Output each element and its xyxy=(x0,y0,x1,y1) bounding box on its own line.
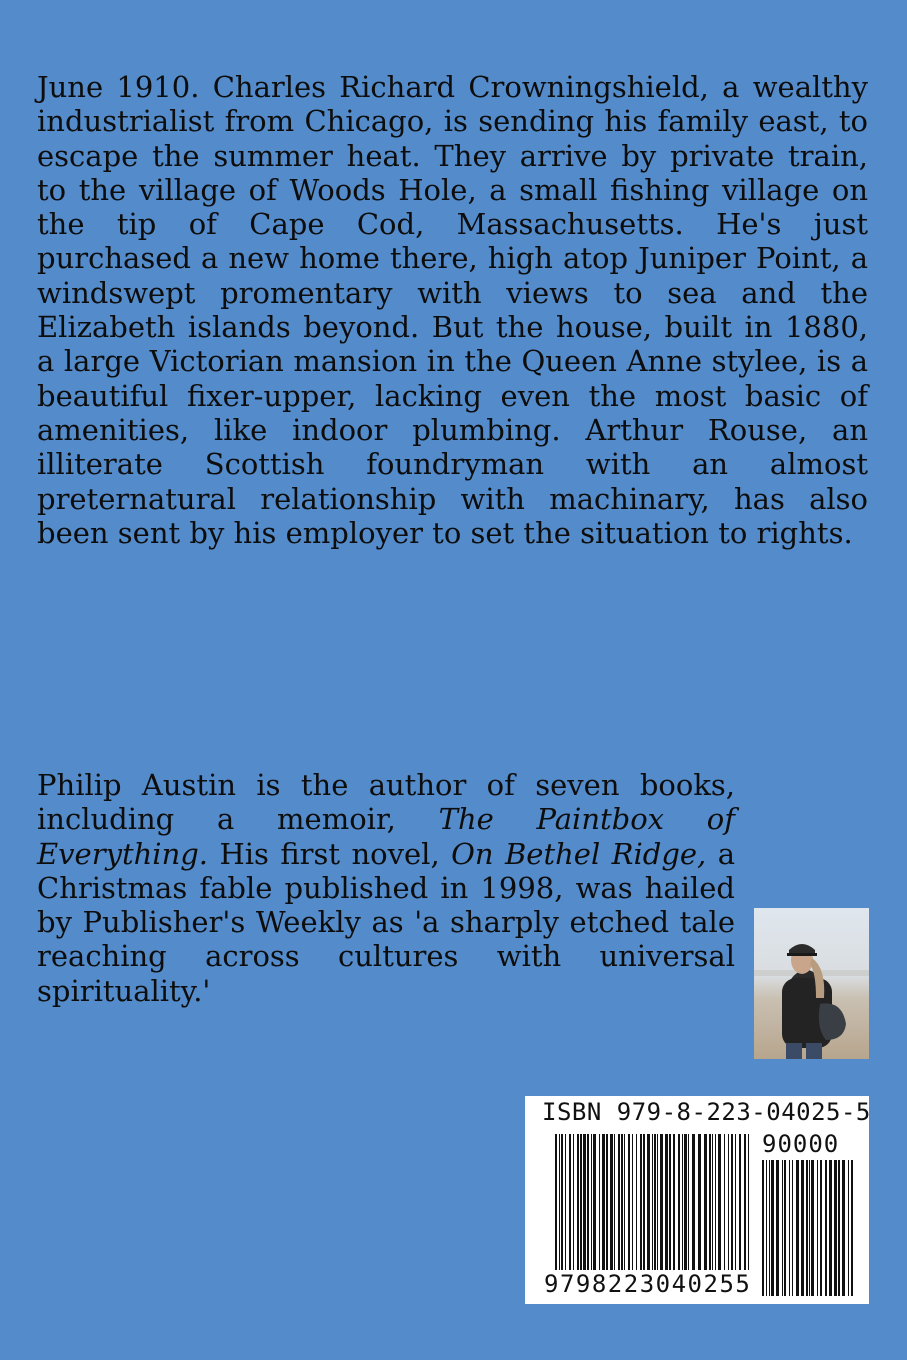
barcode-bar xyxy=(647,1134,650,1292)
barcode-bar xyxy=(606,1134,608,1292)
barcode-bar xyxy=(842,1160,845,1296)
barcode-bar xyxy=(731,1134,733,1292)
barcode-bar xyxy=(591,1134,592,1292)
barcode-bar xyxy=(682,1134,683,1292)
barcode-bar xyxy=(577,1134,579,1292)
barcode-bar xyxy=(692,1134,695,1292)
barcode-bar xyxy=(688,1134,689,1292)
barcode-bar xyxy=(748,1134,749,1292)
price-code: 90000 xyxy=(762,1130,840,1158)
ean-digits: 9798223040255 xyxy=(544,1270,752,1298)
bio-part-3: a Christmas fable published in 1998, was hailed by Publisher's Weekly as 'a sharply etched tale reaching across cultures with universal spirituality.' xyxy=(37,836,735,1008)
barcode-bar xyxy=(771,1160,774,1296)
barcode-bar xyxy=(709,1134,711,1292)
barcode-bar xyxy=(724,1134,725,1292)
barcode-bar xyxy=(593,1134,596,1292)
barcode-bar xyxy=(739,1134,741,1292)
barcode-bar xyxy=(678,1134,680,1292)
barcode-bar xyxy=(602,1134,605,1292)
barcode-bar xyxy=(684,1134,687,1292)
memoir-title: The Paintbox of Everything. xyxy=(37,802,735,871)
barcode-bar xyxy=(766,1160,767,1296)
barcode-bar xyxy=(834,1160,837,1296)
barcode-bar xyxy=(718,1134,721,1292)
barcode-bar xyxy=(735,1134,736,1292)
barcode-bar xyxy=(559,1134,560,1292)
barcode-bar xyxy=(820,1160,822,1296)
barcode-bar xyxy=(848,1160,849,1296)
barcode-bars-main xyxy=(555,1134,751,1292)
barcode-bar xyxy=(640,1134,642,1292)
barcode-bar xyxy=(573,1134,574,1292)
barcode-bar xyxy=(698,1134,701,1292)
author-photo xyxy=(754,908,869,1059)
barcode-bar xyxy=(776,1160,779,1296)
bio-part-2: His first novel, xyxy=(208,836,452,871)
barcode-bar xyxy=(829,1160,832,1296)
barcode-bar xyxy=(587,1134,589,1292)
barcode-bar xyxy=(621,1134,623,1292)
barcode-bar xyxy=(614,1134,615,1292)
barcode-bar xyxy=(851,1160,853,1296)
barcode-bar xyxy=(583,1134,586,1292)
barcode-bar xyxy=(636,1134,637,1292)
barcode-bar xyxy=(762,1160,764,1296)
author-bio xyxy=(37,768,735,1008)
barcode-bar xyxy=(624,1134,625,1292)
barcode-bar xyxy=(782,1160,783,1296)
barcode-bar xyxy=(599,1134,600,1292)
barcode-bar xyxy=(618,1134,620,1292)
barcode-bar xyxy=(580,1134,582,1292)
barcode-bar xyxy=(669,1134,671,1292)
barcode-bar xyxy=(610,1134,613,1292)
barcode-bar xyxy=(801,1160,804,1296)
barcode-bar xyxy=(660,1134,663,1292)
barcode-bar xyxy=(654,1134,656,1292)
barcode-bar xyxy=(796,1160,799,1296)
barcode-bar xyxy=(569,1134,571,1292)
barcode-bar xyxy=(657,1134,658,1292)
barcode-bar xyxy=(715,1134,716,1292)
barcode-bar xyxy=(643,1134,645,1292)
barcode-bar xyxy=(817,1160,818,1296)
barcode-bar xyxy=(712,1134,713,1292)
barcode-bar xyxy=(825,1160,827,1296)
barcode-bar xyxy=(704,1134,707,1292)
barcode-bar xyxy=(806,1160,808,1296)
barcode-bars-addon xyxy=(762,1160,854,1296)
barcode-bar xyxy=(744,1134,746,1292)
barcode-bar xyxy=(673,1134,675,1292)
isbn-label: ISBN 979-8-223-04025-5 xyxy=(542,1098,871,1126)
synopsis-text: June 1910. Charles Richard Crowningshield, a wealthy industrialist from Chicago, is sending his family east, to escape the summer heat. They arrive by private train, to the village of Woods Hole, a small fishing village on the tip of Cape Cod, Massachusetts. He's just purchased a new home there, high atop Juniper Point, a windswept promentary with views to sea and the Elizabeth islands beyond. But the house, built in 1880, a large Victorian mansion in the Queen Anne stylee, is a beautiful fixer-upper, lacking even the most basic of amenities, like indoor plumbing. Arthur Rouse, an illiterate Scottish foundryman with an almost preternatural relationship with machinary, has also been sent by his employer to set the situation to rights. xyxy=(37,70,868,550)
barcode-bar xyxy=(555,1134,557,1292)
barcode-bar xyxy=(561,1134,563,1292)
barcode-bar xyxy=(769,1160,770,1296)
barcode-bar xyxy=(789,1160,790,1296)
barcode-bar xyxy=(565,1134,566,1292)
isbn-barcode xyxy=(525,1096,869,1304)
barcode-bar xyxy=(665,1134,668,1292)
barcode-bar xyxy=(652,1134,653,1292)
barcode-bar xyxy=(792,1160,793,1296)
novel-title: On Bethel Ridge, xyxy=(451,836,707,871)
bio-part-1: Philip Austin is the author of seven books, including a memoir, xyxy=(37,768,735,837)
barcode-bar xyxy=(632,1134,633,1292)
barcode-bar xyxy=(628,1134,630,1292)
barcode-bar xyxy=(728,1134,729,1292)
barcode-bar xyxy=(838,1160,840,1296)
barcode-bar xyxy=(809,1160,810,1296)
barcode-bar xyxy=(811,1160,814,1296)
barcode-bar xyxy=(784,1160,786,1296)
